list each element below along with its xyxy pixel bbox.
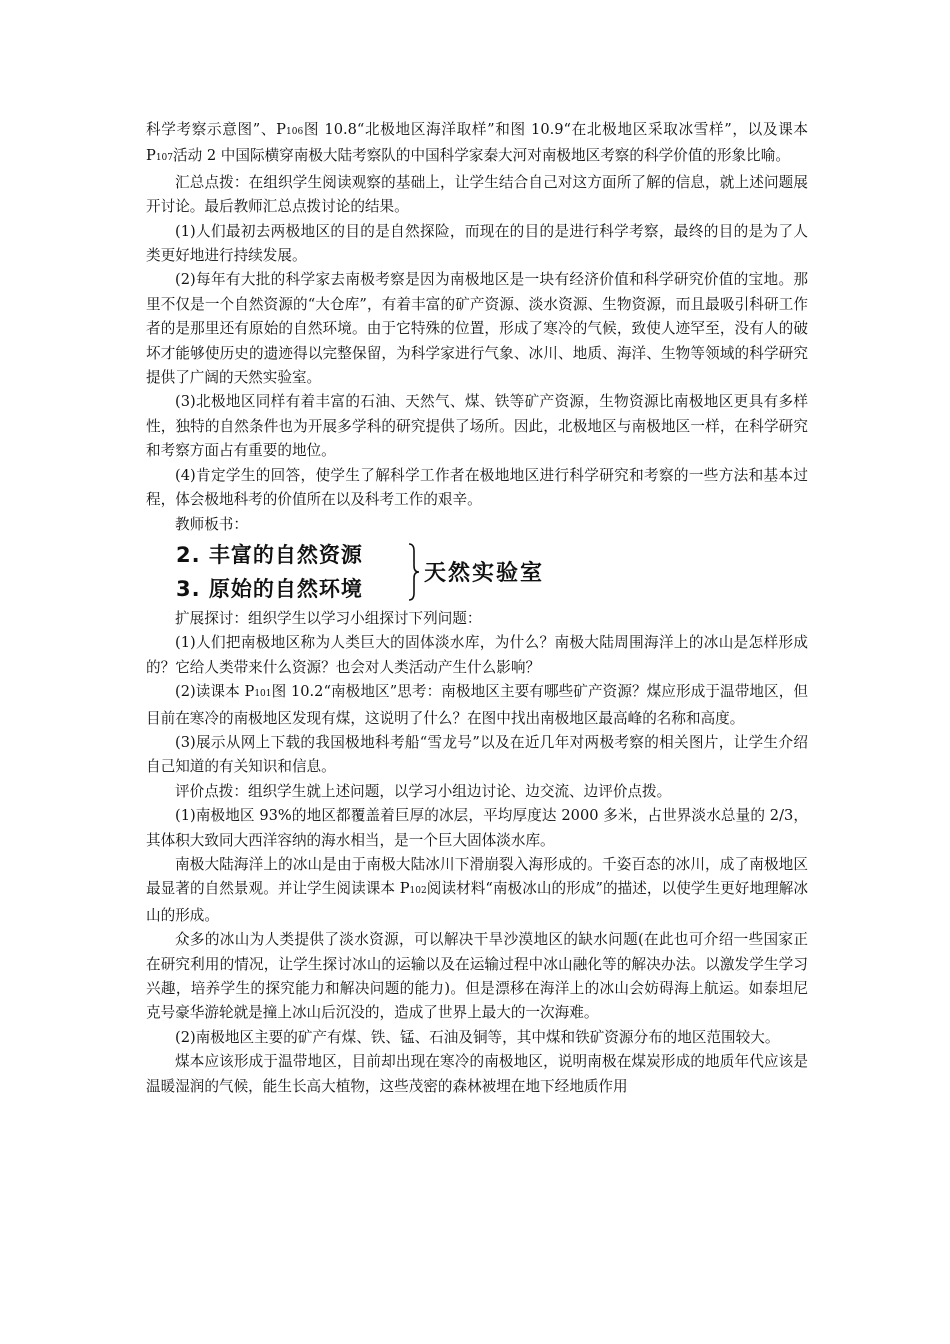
paragraph-coal-formation: 煤本应该形成于温带地区，目前却出现在寒冷的南极地区，说明南极在煤炭形成的地质年代应该是温暖湿润的气候，能生长高大植物，这些茂密的森林被埋在地下经地质作用 (146, 1053, 808, 1095)
text-segment: 南极大陆海洋上的冰山是由于南极大陆冰川下滑崩裂入海形成的。千姿百态的冰川，成了南极地区最显著的自然景观。并让学生阅读课本 P (146, 855, 808, 898)
paragraph-point-1: (1)人们最初去两极地区的目的是自然探险，而现在的目的是进行科学考察，最终的目的是为了人类更好地进行持续发展。 (146, 222, 808, 265)
board-line-1: 2. 丰富的自然资源 (176, 542, 363, 567)
paragraph-question-3: (3)展示从网上下载的我国极地科考船“雪龙号”以及在近几年对两极考察的相关图片，让学生介绍自己知道的有关知识和信息。 (146, 733, 808, 776)
page-subscript: 102 (409, 886, 427, 897)
paragraph-answer-1: (1)南极地区 93%的地区都覆盖着巨厚的冰层，平均厚度达 2000 多米，占世界淡水总量的 2/3，其体积大致同大西洋容纳的海水相当，是一个巨大固体淡水库。 (146, 807, 808, 849)
paragraph-iceberg-resources: 众多的冰山为人类提供了淡水资源，可以解决干旱沙漠地区的缺水问题(在此也可介绍一些国家正在研究利用的情况，让学生探讨冰山的运输以及在运输过程中冰山融化等的解决办法。以激发学生学习兴趣，培养学生的探究能力和解决问题的能力)。但是漂移在海洋上的冰山会妨碍海上航运。如泰坦尼克号豪华游轮就是撞上冰山后沉没的，造成了世界上最大的一次海难。 (146, 931, 808, 1022)
document-page (146, 118, 808, 1099)
text-segment: 科学考察示意图”、P (146, 121, 287, 138)
paragraph-point-4: (4)肯定学生的回答，使学生了解科学工作者在极地地区进行科学研究和考察的一些方法和基本过程，体会极地科考的价值所在以及科考工作的艰辛。 (146, 466, 808, 509)
paragraph-summary: 汇总点拨：在组织学生阅读观察的基础上，让学生结合自己对这方面所了解的信息，就上述问题展开讨论。最后教师汇总点拨讨论的结果。 (146, 173, 808, 216)
paragraph-question-1: (1)人们把南极地区称为人类巨大的固体淡水库，为什么？南极大陆周围海洋上的冰山是怎样形成的？它给人类带来什么资源？也会对人类活动产生什么影响？ (146, 634, 808, 676)
text-segment: 图 10.2“南极地区”思考：南极地区主要有哪些矿产资源？煤应形成于温带地区，但目前在寒冷的南极地区发现有煤，这说明了什么？在图中找出南极地区最高峰的名称和高度。 (146, 683, 808, 727)
paragraph-question-2 (146, 680, 808, 731)
text-segment: (2)读课本 P (175, 683, 255, 701)
paragraph-figure-references (146, 118, 808, 171)
paragraph-extension-intro: 扩展探讨：组织学生以学习小组探讨下列问题： (175, 609, 482, 627)
text-segment: 阅读材料“南极冰山的形成”的描述，以使学生更好地理解冰山的形成。 (146, 880, 808, 924)
paragraph-point-3: (3)北极地区同样有着丰富的石油、天然气、煤、铁等矿产资源，生物资源比南极地区更具有多样性，独特的自然条件也为开展多学科的研究提供了场所。因此，北极地区与南极地区一样，在科学研究和考察方面占有重要的地位。 (146, 393, 808, 460)
paragraph-evaluation-intro: 评价点拨：组织学生就上述问题，以学习小组边讨论、边交流、边评价点拨。 (175, 782, 672, 800)
right-brace-icon (408, 543, 420, 601)
blackboard-notes (176, 539, 596, 603)
text-segment: 图 10.8“北极地区海洋取样”和图 10.9“在北极地区采取冰雪样”，以及课本 P (146, 121, 808, 165)
paragraph-point-2: (2)每年有大批的科学家去南极考察是因为南极地区是一块有经济价值和科学研究价值的宝地。那里不仅是一个自然资源的“大仓库”，有着丰富的矿产资源、淡水资源、生物资源，而且最吸引科研工作者的是那里还有原始的自然环境。由于它特殊的位置，形成了寒冷的气候，致使人迹罕至，没有人的破坏才能够使历史的遗迹得以完整保留，为科学家进行气象、冰川、地质、海洋、生物等领域的科学研究提供了广阔的天然实验室。 (146, 271, 808, 387)
page-subscript: 101 (254, 689, 272, 700)
paragraph-answer-2: (2)南极地区主要的矿产有煤、铁、锰、石油及铜等，其中煤和铁矿资源分布的地区范围较大。 (175, 1028, 780, 1046)
paragraph-icebergs (146, 853, 808, 928)
page-subscript: 106 (286, 127, 304, 137)
board-conclusion: 天然实验室 (424, 560, 545, 586)
paragraph-board-heading: 教师板书： (175, 515, 248, 533)
text-segment: 活动 2 中国际横穿南极大陆考察队的中国科学家秦大河对南极地区考察的科学价值的形象比喻。 (173, 147, 790, 165)
board-line-2: 3. 原始的自然环境 (176, 576, 363, 601)
page-subscript: 107 (155, 153, 174, 164)
